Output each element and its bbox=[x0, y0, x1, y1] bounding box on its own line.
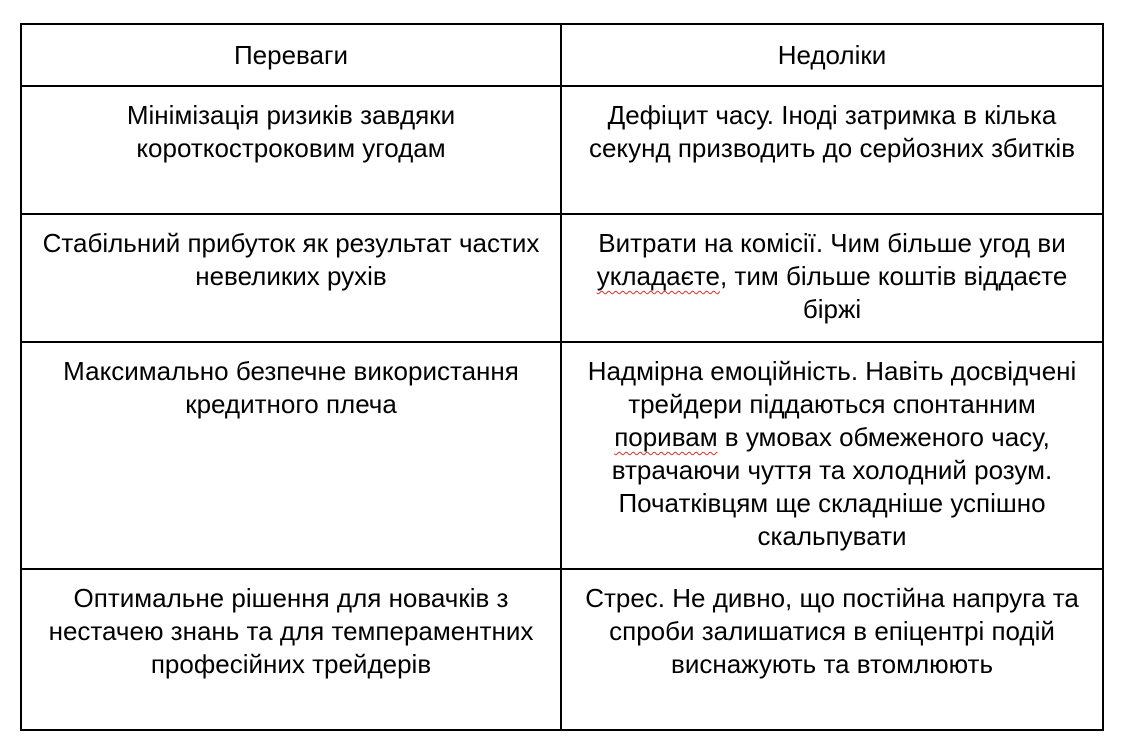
con-text: в умовах обмеженого часу, втрачаючи чуття та холодний розум. Початківцям ще складніше успішно скальпувати bbox=[611, 422, 1053, 551]
con-cell: Стрес. Не дивно, що постійна напруга та спроби залишатися в епіцентрі подій виснажують та втомлюють bbox=[561, 569, 1103, 730]
pro-cell: Стабільний прибуток як результат частих невеликих рухів bbox=[21, 214, 561, 342]
spellcheck-flagged-word: поривам bbox=[614, 422, 718, 452]
pro-cell: Максимально безпечне використання кредитного плеча bbox=[21, 342, 561, 569]
column-header-pros: Переваги bbox=[21, 24, 561, 86]
table-row bbox=[21, 342, 1103, 569]
table-row bbox=[21, 214, 1103, 342]
con-text: Витрати на комісії. Чим більше угод ви bbox=[598, 228, 1066, 258]
con-cell bbox=[561, 342, 1103, 569]
pro-cell: Мінімізація ризиків завдяки короткостроковим угодам bbox=[21, 86, 561, 214]
table-row bbox=[21, 569, 1103, 730]
table-row bbox=[21, 86, 1103, 214]
pros-cons-table bbox=[20, 23, 1104, 731]
con-text: , тим більше коштів віддаєте біржі bbox=[719, 261, 1068, 324]
con-text: Надмірна емоційність. Навіть досвідчені трейдери піддаються спонтанним bbox=[587, 356, 1077, 419]
table-header-row bbox=[21, 24, 1103, 86]
con-cell: Дефіцит часу. Іноді затримка в кілька секунд призводить до серйозних збитків bbox=[561, 86, 1103, 214]
spellcheck-flagged-word: укладаєте bbox=[596, 261, 720, 291]
column-header-cons: Недоліки bbox=[561, 24, 1103, 86]
pro-cell: Оптимальне рішення для новачків з нестачею знань та для темпераментних професійних трейдерів bbox=[21, 569, 561, 730]
con-cell bbox=[561, 214, 1103, 342]
